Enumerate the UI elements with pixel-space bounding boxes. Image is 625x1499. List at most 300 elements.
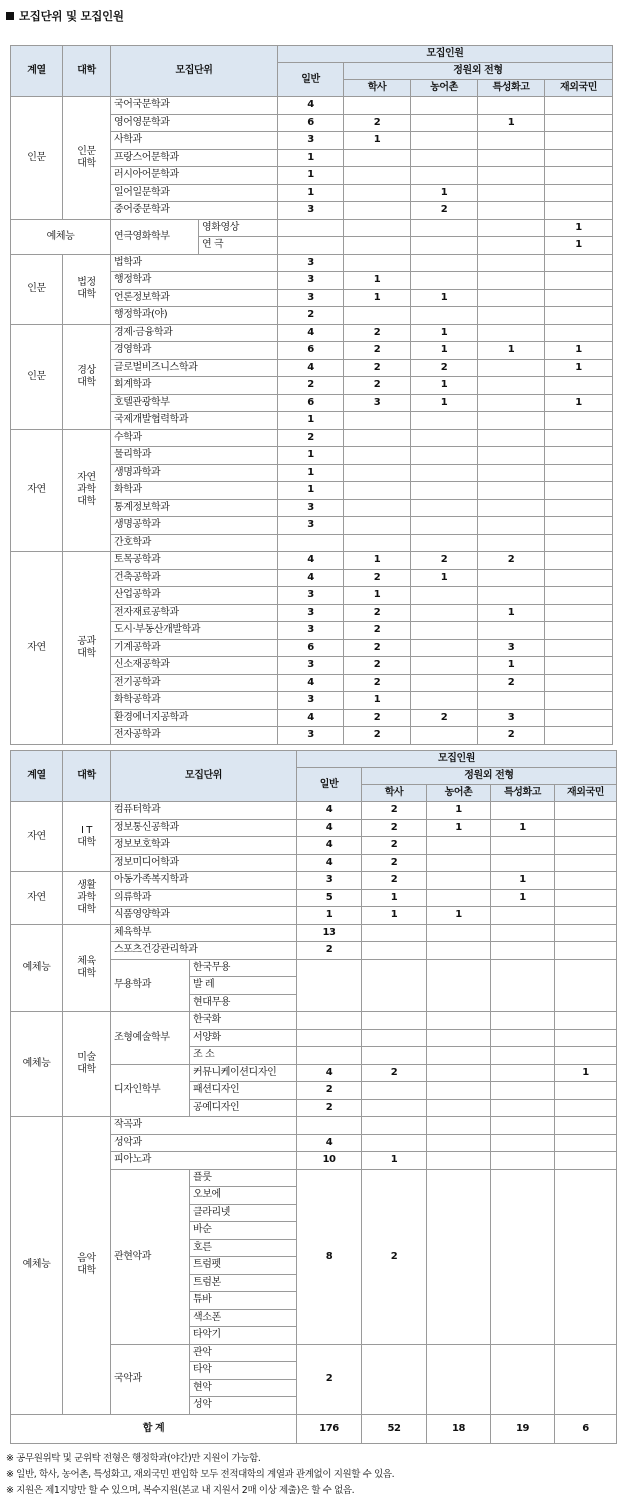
major-name: 한국화 [190, 1012, 297, 1030]
department-name: 정보보호학과 [111, 837, 297, 855]
count-ilban: 4 [278, 569, 344, 587]
count-ilban: 1 [278, 412, 344, 430]
count-jae [555, 1117, 617, 1135]
department-name: 프랑스어문학과 [111, 149, 278, 167]
count-nong [427, 959, 491, 1012]
table-row [11, 254, 613, 272]
count-teuk [491, 1152, 555, 1170]
count-nong: 1 [411, 342, 478, 360]
count-teuk [478, 482, 545, 500]
count-jae [545, 447, 613, 465]
major-name: 한국무용 [190, 959, 297, 977]
header-outside: 정원외 전형 [344, 63, 613, 80]
count-jae [545, 552, 613, 570]
table-row [11, 552, 613, 570]
count-ilban: 4 [278, 97, 344, 115]
count-jae [545, 657, 613, 675]
department-name: 화학공학과 [111, 692, 278, 710]
count-teuk [478, 394, 545, 412]
count-nong [427, 1082, 491, 1100]
count-jae [545, 289, 613, 307]
table-row [11, 97, 613, 115]
department-name: 사학과 [111, 132, 278, 150]
count-jae [545, 709, 613, 727]
count-ilban: 6 [278, 639, 344, 657]
category-cell: 자연 [11, 429, 63, 552]
count-haksa [344, 219, 411, 237]
department-name: 성악과 [111, 1134, 297, 1152]
count-ilban: 1 [278, 149, 344, 167]
count-teuk: 1 [478, 342, 545, 360]
count-jae [545, 692, 613, 710]
count-teuk: 2 [478, 674, 545, 692]
count-nong [411, 604, 478, 622]
count-ilban: 4 [297, 837, 362, 855]
count-jae [555, 959, 617, 1012]
count-ilban: 3 [278, 517, 344, 535]
department-name: 컴퓨터학과 [111, 802, 297, 820]
count-ilban: 13 [297, 924, 362, 942]
count-nong: 1 [411, 394, 478, 412]
count-jae [555, 889, 617, 907]
table-row [11, 924, 617, 942]
header-ilban: 일반 [297, 768, 362, 802]
count-ilban: 4 [278, 359, 344, 377]
count-haksa [362, 1099, 427, 1117]
count-jae [545, 254, 613, 272]
major-name: 발 레 [190, 977, 297, 995]
count-jae [555, 907, 617, 925]
department-name: 경영학과 [111, 342, 278, 360]
count-teuk [478, 219, 545, 237]
count-teuk [478, 569, 545, 587]
count-ilban: 3 [297, 872, 362, 890]
count-teuk [478, 377, 545, 395]
count-ilban: 1 [278, 447, 344, 465]
count-haksa [362, 1029, 427, 1047]
count-jae [545, 429, 613, 447]
count-haksa: 2 [344, 622, 411, 640]
count-jae [545, 569, 613, 587]
count-haksa [344, 412, 411, 430]
count-jae [555, 1099, 617, 1117]
count-jae [555, 1029, 617, 1047]
count-nong: 1 [411, 184, 478, 202]
major-name: 커뮤니케이션디자인 [190, 1064, 297, 1082]
count-nong [411, 499, 478, 517]
count-haksa [362, 959, 427, 1012]
department-name: 호텔관광학부 [111, 394, 278, 412]
major-name: 트럼펫 [190, 1257, 297, 1275]
department-name: 생명과학과 [111, 464, 278, 482]
count-teuk [478, 167, 545, 185]
department-name: 법학과 [111, 254, 278, 272]
header-nong: 농어촌 [427, 785, 491, 802]
department-name: 중어중문학과 [111, 202, 278, 220]
count-haksa [344, 149, 411, 167]
count-nong: 2 [411, 202, 478, 220]
count-nong [411, 429, 478, 447]
department-name: 건축공학과 [111, 569, 278, 587]
count-haksa: 2 [362, 837, 427, 855]
count-haksa: 2 [362, 819, 427, 837]
count-jae: 1 [545, 359, 613, 377]
header-outside: 정원외 전형 [362, 768, 617, 785]
department-name: 언론정보학과 [111, 289, 278, 307]
department-name: 토목공학과 [111, 552, 278, 570]
department-name: 회계학과 [111, 377, 278, 395]
count-haksa: 2 [362, 1064, 427, 1082]
college-cell: 법정 대학 [63, 254, 111, 324]
count-haksa [344, 447, 411, 465]
count-haksa: 3 [344, 394, 411, 412]
header-jae: 재외국민 [545, 80, 613, 97]
count-jae [545, 639, 613, 657]
count-nong [427, 872, 491, 890]
count-jae [545, 727, 613, 745]
count-teuk [491, 1099, 555, 1117]
count-teuk [478, 622, 545, 640]
count-nong [411, 727, 478, 745]
count-jae [545, 674, 613, 692]
table-row [11, 1012, 617, 1030]
count-ilban: 1 [278, 482, 344, 500]
header-inwon: 모집인원 [297, 751, 617, 768]
count-teuk: 1 [491, 889, 555, 907]
note-item: ※ 공무원위탁 및 군위탁 전형은 행정학과(야간)만 지원이 가능함. [6, 1453, 261, 1464]
header-inwon: 모집인원 [278, 46, 613, 63]
count-teuk [478, 272, 545, 290]
count-teuk: 1 [478, 114, 545, 132]
count-haksa [362, 1082, 427, 1100]
count-haksa: 1 [344, 692, 411, 710]
count-jae [545, 272, 613, 290]
count-jae [555, 1082, 617, 1100]
department-name: 화학과 [111, 482, 278, 500]
count-jae [555, 802, 617, 820]
count-nong [411, 657, 478, 675]
count-nong: 1 [411, 569, 478, 587]
department-name: 물리학과 [111, 447, 278, 465]
count-teuk [491, 802, 555, 820]
college-cell: 음악 대학 [63, 1117, 111, 1415]
count-nong [427, 837, 491, 855]
major-name: 공예디자인 [190, 1099, 297, 1117]
count-nong [411, 674, 478, 692]
count-ilban: 176 [297, 1414, 362, 1443]
count-nong [411, 517, 478, 535]
count-nong: 1 [427, 819, 491, 837]
department-name: 조형예술학부 [111, 1012, 190, 1065]
count-nong [411, 149, 478, 167]
count-jae [545, 202, 613, 220]
department-name: 전기공학과 [111, 674, 278, 692]
count-jae: 1 [545, 219, 613, 237]
count-haksa: 1 [344, 272, 411, 290]
count-teuk [491, 1012, 555, 1030]
major-name: 타악 [190, 1362, 297, 1380]
count-ilban [278, 219, 344, 237]
header-haksa: 학사 [362, 785, 427, 802]
category-cell: 인문 [11, 97, 63, 220]
count-haksa: 1 [362, 907, 427, 925]
count-teuk [478, 149, 545, 167]
department-name: 의류학과 [111, 889, 297, 907]
count-ilban: 2 [297, 1099, 362, 1117]
count-haksa: 2 [344, 657, 411, 675]
count-jae: 1 [545, 237, 613, 255]
header-teuk: 특성화고 [478, 80, 545, 97]
count-haksa [344, 97, 411, 115]
major-name: 오보에 [190, 1187, 297, 1205]
count-nong [411, 272, 478, 290]
major-name: 타악기 [190, 1327, 297, 1345]
count-haksa [362, 1047, 427, 1065]
count-haksa: 2 [344, 359, 411, 377]
count-haksa [344, 237, 411, 255]
count-jae [555, 942, 617, 960]
count-jae [555, 924, 617, 942]
count-ilban [278, 237, 344, 255]
section-title [6, 8, 124, 24]
major-name: 조 소 [190, 1047, 297, 1065]
count-haksa: 2 [362, 802, 427, 820]
count-jae: 1 [545, 394, 613, 412]
count-ilban: 4 [278, 709, 344, 727]
count-teuk [491, 837, 555, 855]
count-ilban: 2 [297, 1344, 362, 1414]
department-name: 스포츠건강관리학과 [111, 942, 297, 960]
count-haksa [344, 429, 411, 447]
count-teuk [491, 924, 555, 942]
count-teuk [491, 1344, 555, 1414]
section-title-text: 모집단위 및 모집인원 [19, 9, 124, 23]
count-ilban: 4 [297, 1134, 362, 1152]
count-ilban: 2 [278, 377, 344, 395]
count-haksa: 1 [362, 889, 427, 907]
count-nong [427, 1344, 491, 1414]
department-name: 식품영양학과 [111, 907, 297, 925]
count-teuk [491, 1169, 555, 1344]
department-name: 수학과 [111, 429, 278, 447]
department-name: 기계공학과 [111, 639, 278, 657]
count-ilban: 10 [297, 1152, 362, 1170]
count-ilban [297, 1029, 362, 1047]
count-haksa: 2 [362, 872, 427, 890]
major-name: 현악 [190, 1379, 297, 1397]
count-teuk [491, 907, 555, 925]
department-name: 국악과 [111, 1344, 190, 1414]
department-name: 간호학과 [111, 534, 278, 552]
header-jae: 재외국민 [555, 785, 617, 802]
major-name: 트럼본 [190, 1274, 297, 1292]
count-haksa: 2 [344, 604, 411, 622]
count-teuk [491, 1134, 555, 1152]
table-row [11, 802, 617, 820]
count-nong [427, 1012, 491, 1030]
count-nong: 2 [411, 709, 478, 727]
count-teuk [478, 499, 545, 517]
department-name: 관현악과 [111, 1169, 190, 1344]
count-ilban: 4 [297, 819, 362, 837]
count-jae [555, 1012, 617, 1030]
count-teuk: 2 [478, 552, 545, 570]
department-name: 경제·금융학과 [111, 324, 278, 342]
department-name: 연극영화학부 [111, 219, 199, 254]
major-name: 호른 [190, 1239, 297, 1257]
count-jae [545, 517, 613, 535]
header-ilban: 일반 [278, 63, 344, 97]
total-label: 합 계 [11, 1414, 297, 1443]
department-name: 도시·부동산개발학과 [111, 622, 278, 640]
count-jae [555, 1169, 617, 1344]
count-haksa: 1 [344, 587, 411, 605]
count-nong [411, 622, 478, 640]
count-haksa: 2 [344, 114, 411, 132]
count-haksa [344, 202, 411, 220]
header-teuk: 특성화고 [491, 785, 555, 802]
note-item: ※ 일반, 학사, 농어촌, 특성화고, 재외국민 편입학 모두 전적대학의 계열과 관계없이 지원할 수 있음. [6, 1469, 395, 1480]
count-ilban: 5 [297, 889, 362, 907]
count-haksa [362, 1344, 427, 1414]
major-name: 현대무용 [190, 994, 297, 1012]
count-ilban [297, 959, 362, 1012]
count-nong: 1 [411, 324, 478, 342]
major-name: 성악 [190, 1397, 297, 1415]
major-name: 영화영상 [199, 219, 278, 237]
count-nong [427, 1169, 491, 1344]
count-jae [555, 837, 617, 855]
count-haksa: 2 [344, 727, 411, 745]
count-jae: 1 [545, 342, 613, 360]
count-haksa: 2 [344, 709, 411, 727]
count-teuk: 19 [491, 1414, 555, 1443]
count-nong [411, 534, 478, 552]
category-cell: 예체능 [11, 219, 111, 254]
count-teuk [478, 447, 545, 465]
count-teuk [491, 1082, 555, 1100]
count-ilban: 4 [297, 802, 362, 820]
count-haksa: 2 [344, 569, 411, 587]
count-ilban: 3 [278, 272, 344, 290]
count-jae [545, 97, 613, 115]
count-ilban: 4 [297, 1064, 362, 1082]
major-name: 서양화 [190, 1029, 297, 1047]
count-haksa [344, 167, 411, 185]
count-jae [545, 184, 613, 202]
college-cell: 인문 대학 [63, 97, 111, 220]
count-ilban: 4 [278, 324, 344, 342]
count-ilban: 3 [278, 289, 344, 307]
count-haksa [362, 1012, 427, 1030]
count-teuk [491, 959, 555, 1012]
count-jae [545, 412, 613, 430]
count-jae [555, 1047, 617, 1065]
header-daehak: 대학 [63, 46, 111, 97]
department-name: 체육학부 [111, 924, 297, 942]
count-haksa: 52 [362, 1414, 427, 1443]
count-haksa [344, 534, 411, 552]
count-ilban: 3 [278, 499, 344, 517]
department-name: 디자인학부 [111, 1064, 190, 1117]
department-name: 국어국문학과 [111, 97, 278, 115]
count-teuk [478, 289, 545, 307]
count-haksa: 1 [362, 1152, 427, 1170]
count-ilban: 3 [278, 727, 344, 745]
college-cell: 체육 대학 [63, 924, 111, 1012]
department-name: 산업공학과 [111, 587, 278, 605]
category-cell: 자연 [11, 802, 63, 872]
count-teuk [478, 184, 545, 202]
count-ilban [297, 1012, 362, 1030]
count-teuk: 1 [491, 819, 555, 837]
count-nong [427, 1047, 491, 1065]
count-haksa: 2 [344, 342, 411, 360]
count-nong [427, 854, 491, 872]
count-nong [411, 237, 478, 255]
header-haksa: 학사 [344, 80, 411, 97]
count-nong [411, 692, 478, 710]
count-haksa [344, 517, 411, 535]
major-name: 플룻 [190, 1169, 297, 1187]
count-nong [411, 412, 478, 430]
department-name: 신소재공학과 [111, 657, 278, 675]
department-name: 행정학과(야) [111, 307, 278, 325]
count-nong [427, 1064, 491, 1082]
count-ilban: 3 [278, 657, 344, 675]
count-haksa [344, 254, 411, 272]
category-cell: 예체능 [11, 1012, 63, 1117]
count-haksa: 1 [344, 289, 411, 307]
count-jae [545, 149, 613, 167]
department-name: 글로벌비즈니스학과 [111, 359, 278, 377]
count-haksa: 2 [344, 674, 411, 692]
note-item: ※ 지원은 제1지망만 할 수 있으며, 복수지원(본교 내 지원서 2매 이상 제출)은 할 수 없음. [6, 1485, 355, 1496]
college-cell: I T 대학 [63, 802, 111, 872]
major-name: 바순 [190, 1222, 297, 1240]
count-haksa: 1 [344, 552, 411, 570]
count-nong [411, 254, 478, 272]
count-teuk [478, 254, 545, 272]
count-teuk [478, 534, 545, 552]
category-cell: 예체능 [11, 924, 63, 1012]
count-ilban: 3 [278, 132, 344, 150]
count-nong: 18 [427, 1414, 491, 1443]
count-teuk [478, 132, 545, 150]
count-jae [545, 132, 613, 150]
header-unit: 모집단위 [111, 751, 297, 802]
count-teuk [478, 587, 545, 605]
college-cell: 경상 대학 [63, 324, 111, 429]
count-nong [427, 889, 491, 907]
count-jae [545, 587, 613, 605]
count-haksa [344, 184, 411, 202]
count-ilban [278, 534, 344, 552]
department-name: 작곡과 [111, 1117, 297, 1135]
count-nong [411, 219, 478, 237]
count-jae [545, 167, 613, 185]
count-teuk [491, 1117, 555, 1135]
major-name: 관악 [190, 1344, 297, 1362]
count-haksa: 2 [344, 377, 411, 395]
count-teuk [478, 692, 545, 710]
college-cell: 공과 대학 [63, 552, 111, 745]
department-name: 국제개발협력학과 [111, 412, 278, 430]
count-nong [411, 482, 478, 500]
count-teuk: 1 [478, 604, 545, 622]
department-name: 정보미디어학과 [111, 854, 297, 872]
count-teuk [478, 412, 545, 430]
